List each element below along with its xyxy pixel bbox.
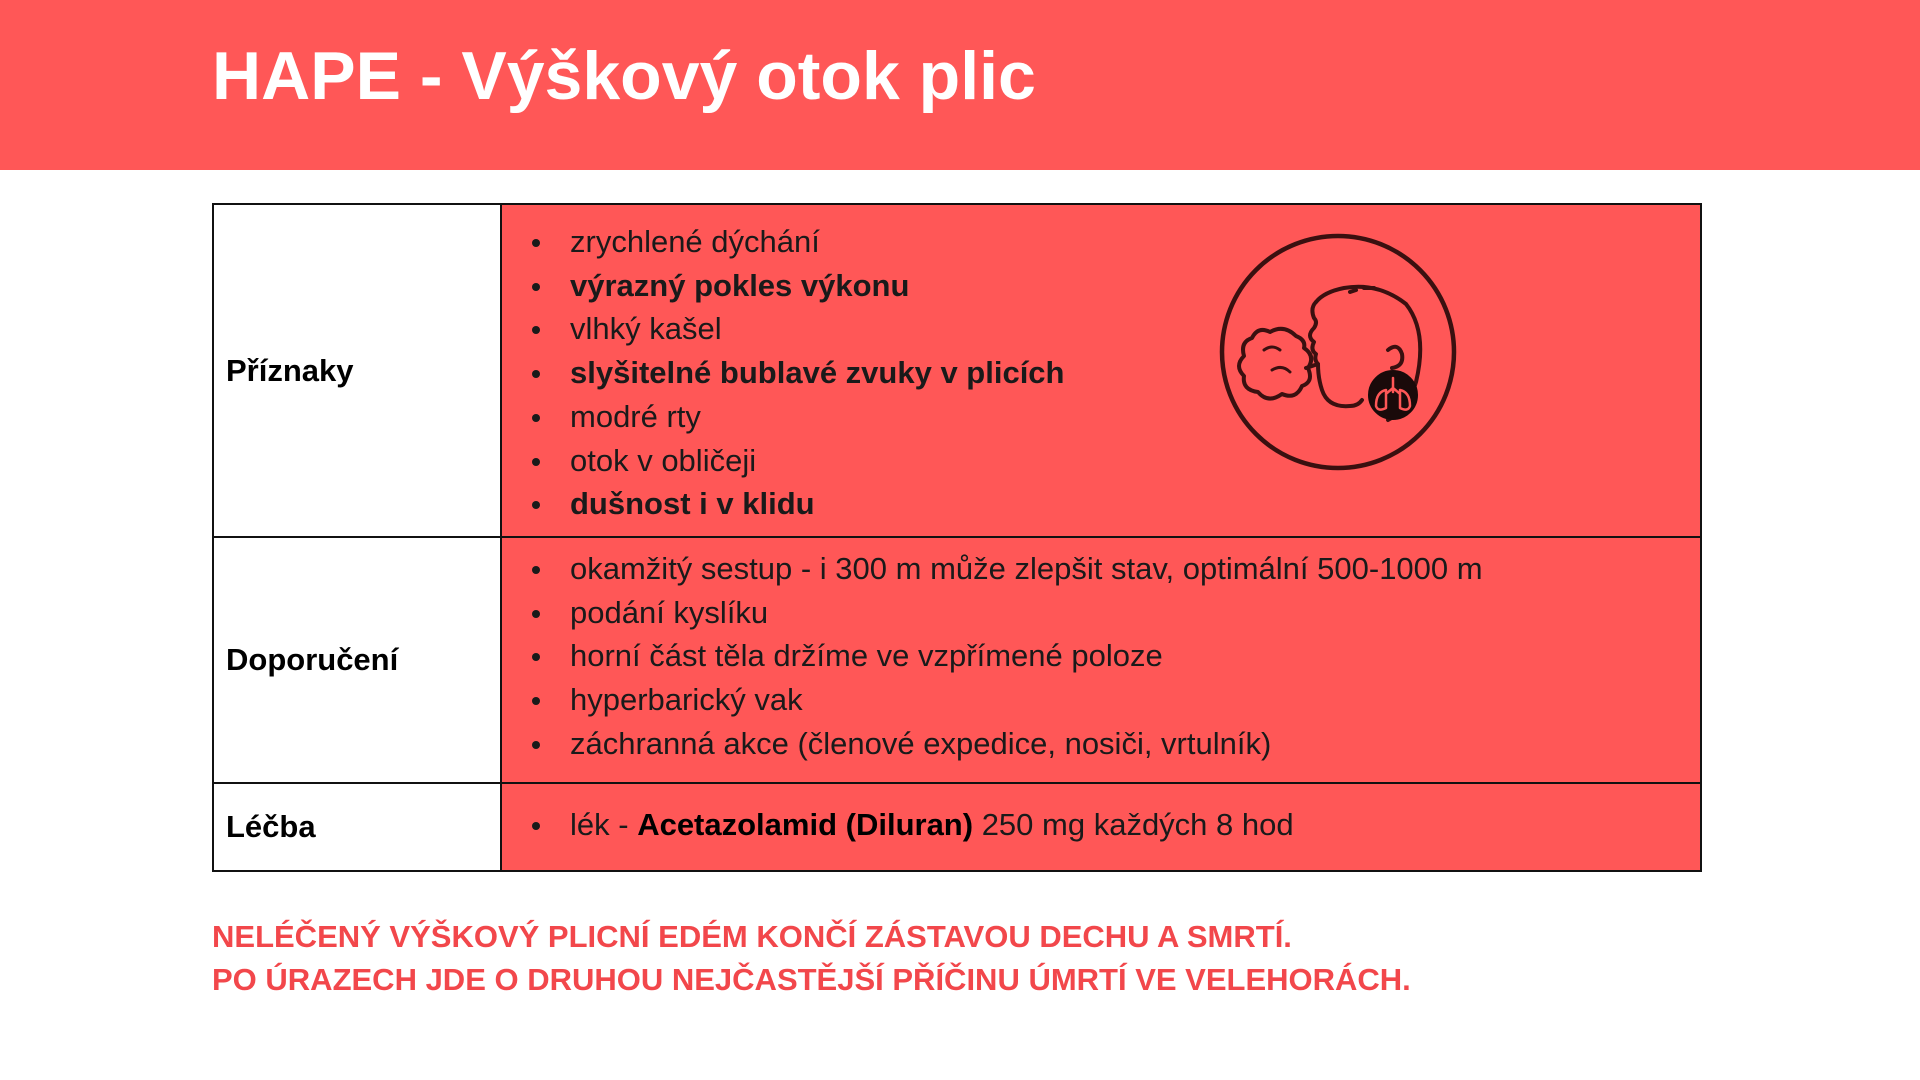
row-label-symptoms: Příznaky [226,352,354,388]
symptoms-content-cell [501,204,1701,537]
list-item: horní část těla držíme ve vzpřímené poloze [502,634,1700,678]
list-item: okamžitý sestup - i 300 m může zlepšit stav, optimální 500-1000 m [502,547,1700,591]
row-label-cell [213,783,501,871]
list-item: záchranná akce (členové expedice, nosiči, vrtulník) [502,722,1700,766]
table-row-recommendations [213,537,1701,783]
list-item: otok v obličeji [502,439,1700,483]
list-item [502,803,1700,847]
coughing-person-lungs-icon [1218,232,1458,472]
list-item: vlhký kašel [502,307,1700,351]
treatment-list [502,803,1700,847]
row-label-cell [213,537,501,783]
list-item: modré rty [502,395,1700,439]
list-item: zrychlené dýchání [502,220,1700,264]
treatment-content-cell [501,783,1701,871]
warning-line-2: PO ÚRAZECH JDE O DRUHOU NEJČASTĚJŠÍ PŘÍČINU ÚMRTÍ VE VELEHORÁCH. [212,962,1411,997]
table-row-treatment [213,783,1701,871]
list-item: slyšitelné bublavé zvuky v plicích [502,351,1700,395]
row-label-cell [213,204,501,537]
list-item: hyperbarický vak [502,678,1700,722]
page-title: HAPE - Výškový otok plic [212,38,1036,114]
drug-name: Acetazolamid (Diluran) [637,807,974,842]
recommendations-content-cell [501,537,1701,783]
warning-line-1: NELÉČENÝ VÝŠKOVÝ PLICNÍ EDÉM KONČÍ ZÁSTAVOU DECHU A SMRTÍ. [212,919,1292,954]
table-row-symptoms [213,204,1701,537]
row-label-treatment: Léčba [226,809,316,844]
dosage-text: 250 mg každých 8 hod [973,807,1294,842]
row-label-recommendations: Doporučení [226,642,399,677]
recommendations-list [502,547,1700,766]
header-banner [0,0,1920,170]
list-item: dušnost i v klidu [502,482,1700,526]
list-item: podání kyslíku [502,591,1700,635]
list-item: výrazný pokles výkonu [502,264,1700,308]
treatment-prefix: lék - [570,807,638,842]
info-table [212,203,1702,872]
symptoms-list [502,220,1700,526]
warning-text [212,915,1411,1001]
